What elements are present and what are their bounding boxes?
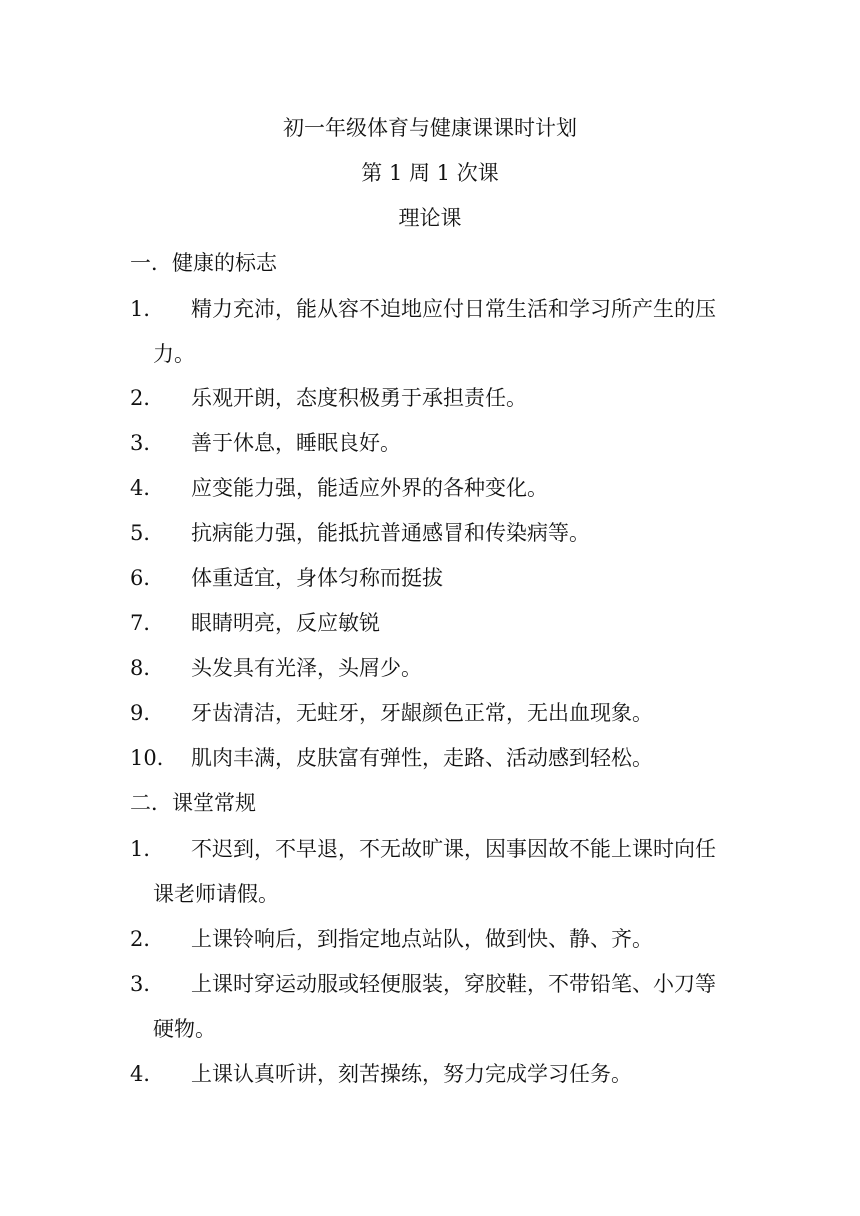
lesson-type: 理论课 (398, 206, 462, 230)
item-text: 上课时穿运动服或轻便服装，穿胶鞋，不带铅笔、小刀等 (191, 972, 716, 996)
item-number: 5． (130, 521, 165, 545)
item-number: 2． (130, 927, 165, 951)
item-number: 4． (130, 476, 165, 500)
item-number: 10． (130, 746, 178, 770)
item-number: 1． (130, 837, 165, 861)
item-text: 善于休息，睡眠良好。 (191, 431, 401, 455)
item-text: 上课认真听讲，刻苦操练，努力完成学习任务。 (191, 1062, 632, 1086)
item-number: 9． (130, 701, 165, 725)
item-number: 7． (130, 611, 165, 635)
item-text: 牙齿清洁，无蛀牙，牙龈颜色正常，无出血现象。 (191, 701, 653, 725)
item-number: 8． (130, 656, 165, 680)
item-number: 3． (130, 972, 165, 996)
item-text: 上课铃响后，到指定地点站队，做到快、静、齐。 (191, 927, 653, 951)
item-number: 4． (130, 1062, 165, 1086)
item-text: 精力充沛，能从容不迫地应付日常生活和学习所产生的压 (191, 297, 716, 321)
item-text-continuation: 硬物。 (153, 1017, 216, 1041)
item-text: 抗病能力强，能抵抗普通感冒和传染病等。 (191, 521, 590, 545)
item-text-continuation: 课老师请假。 (153, 882, 279, 906)
item-number: 3． (130, 431, 165, 455)
item-number: 2． (130, 386, 165, 410)
item-number: 1． (130, 297, 165, 321)
document-title: 初一年级体育与健康课课时计划 (283, 116, 577, 140)
item-text: 眼睛明亮，反应敏锐 (191, 611, 380, 635)
item-text: 不迟到，不早退，不无故旷课，因事因故不能上课时向任 (191, 837, 716, 861)
item-text: 体重适宜，身体匀称而挺拔 (191, 566, 443, 590)
section-heading-classroom-rules: 二．课堂常规 (130, 791, 256, 815)
item-text: 头发具有光泽，头屑少。 (191, 656, 422, 680)
section-heading-health-signs: 一．健康的标志 (130, 251, 277, 275)
week-line: 第 1 周 1 次课 (361, 161, 499, 185)
item-text-continuation: 力。 (153, 342, 195, 366)
item-text: 肌肉丰满，皮肤富有弹性，走路、活动感到轻松。 (191, 746, 653, 770)
item-text: 应变能力强，能适应外界的各种变化。 (191, 476, 548, 500)
item-number: 6． (130, 566, 165, 590)
item-text: 乐观开朗，态度积极勇于承担责任。 (191, 386, 527, 410)
